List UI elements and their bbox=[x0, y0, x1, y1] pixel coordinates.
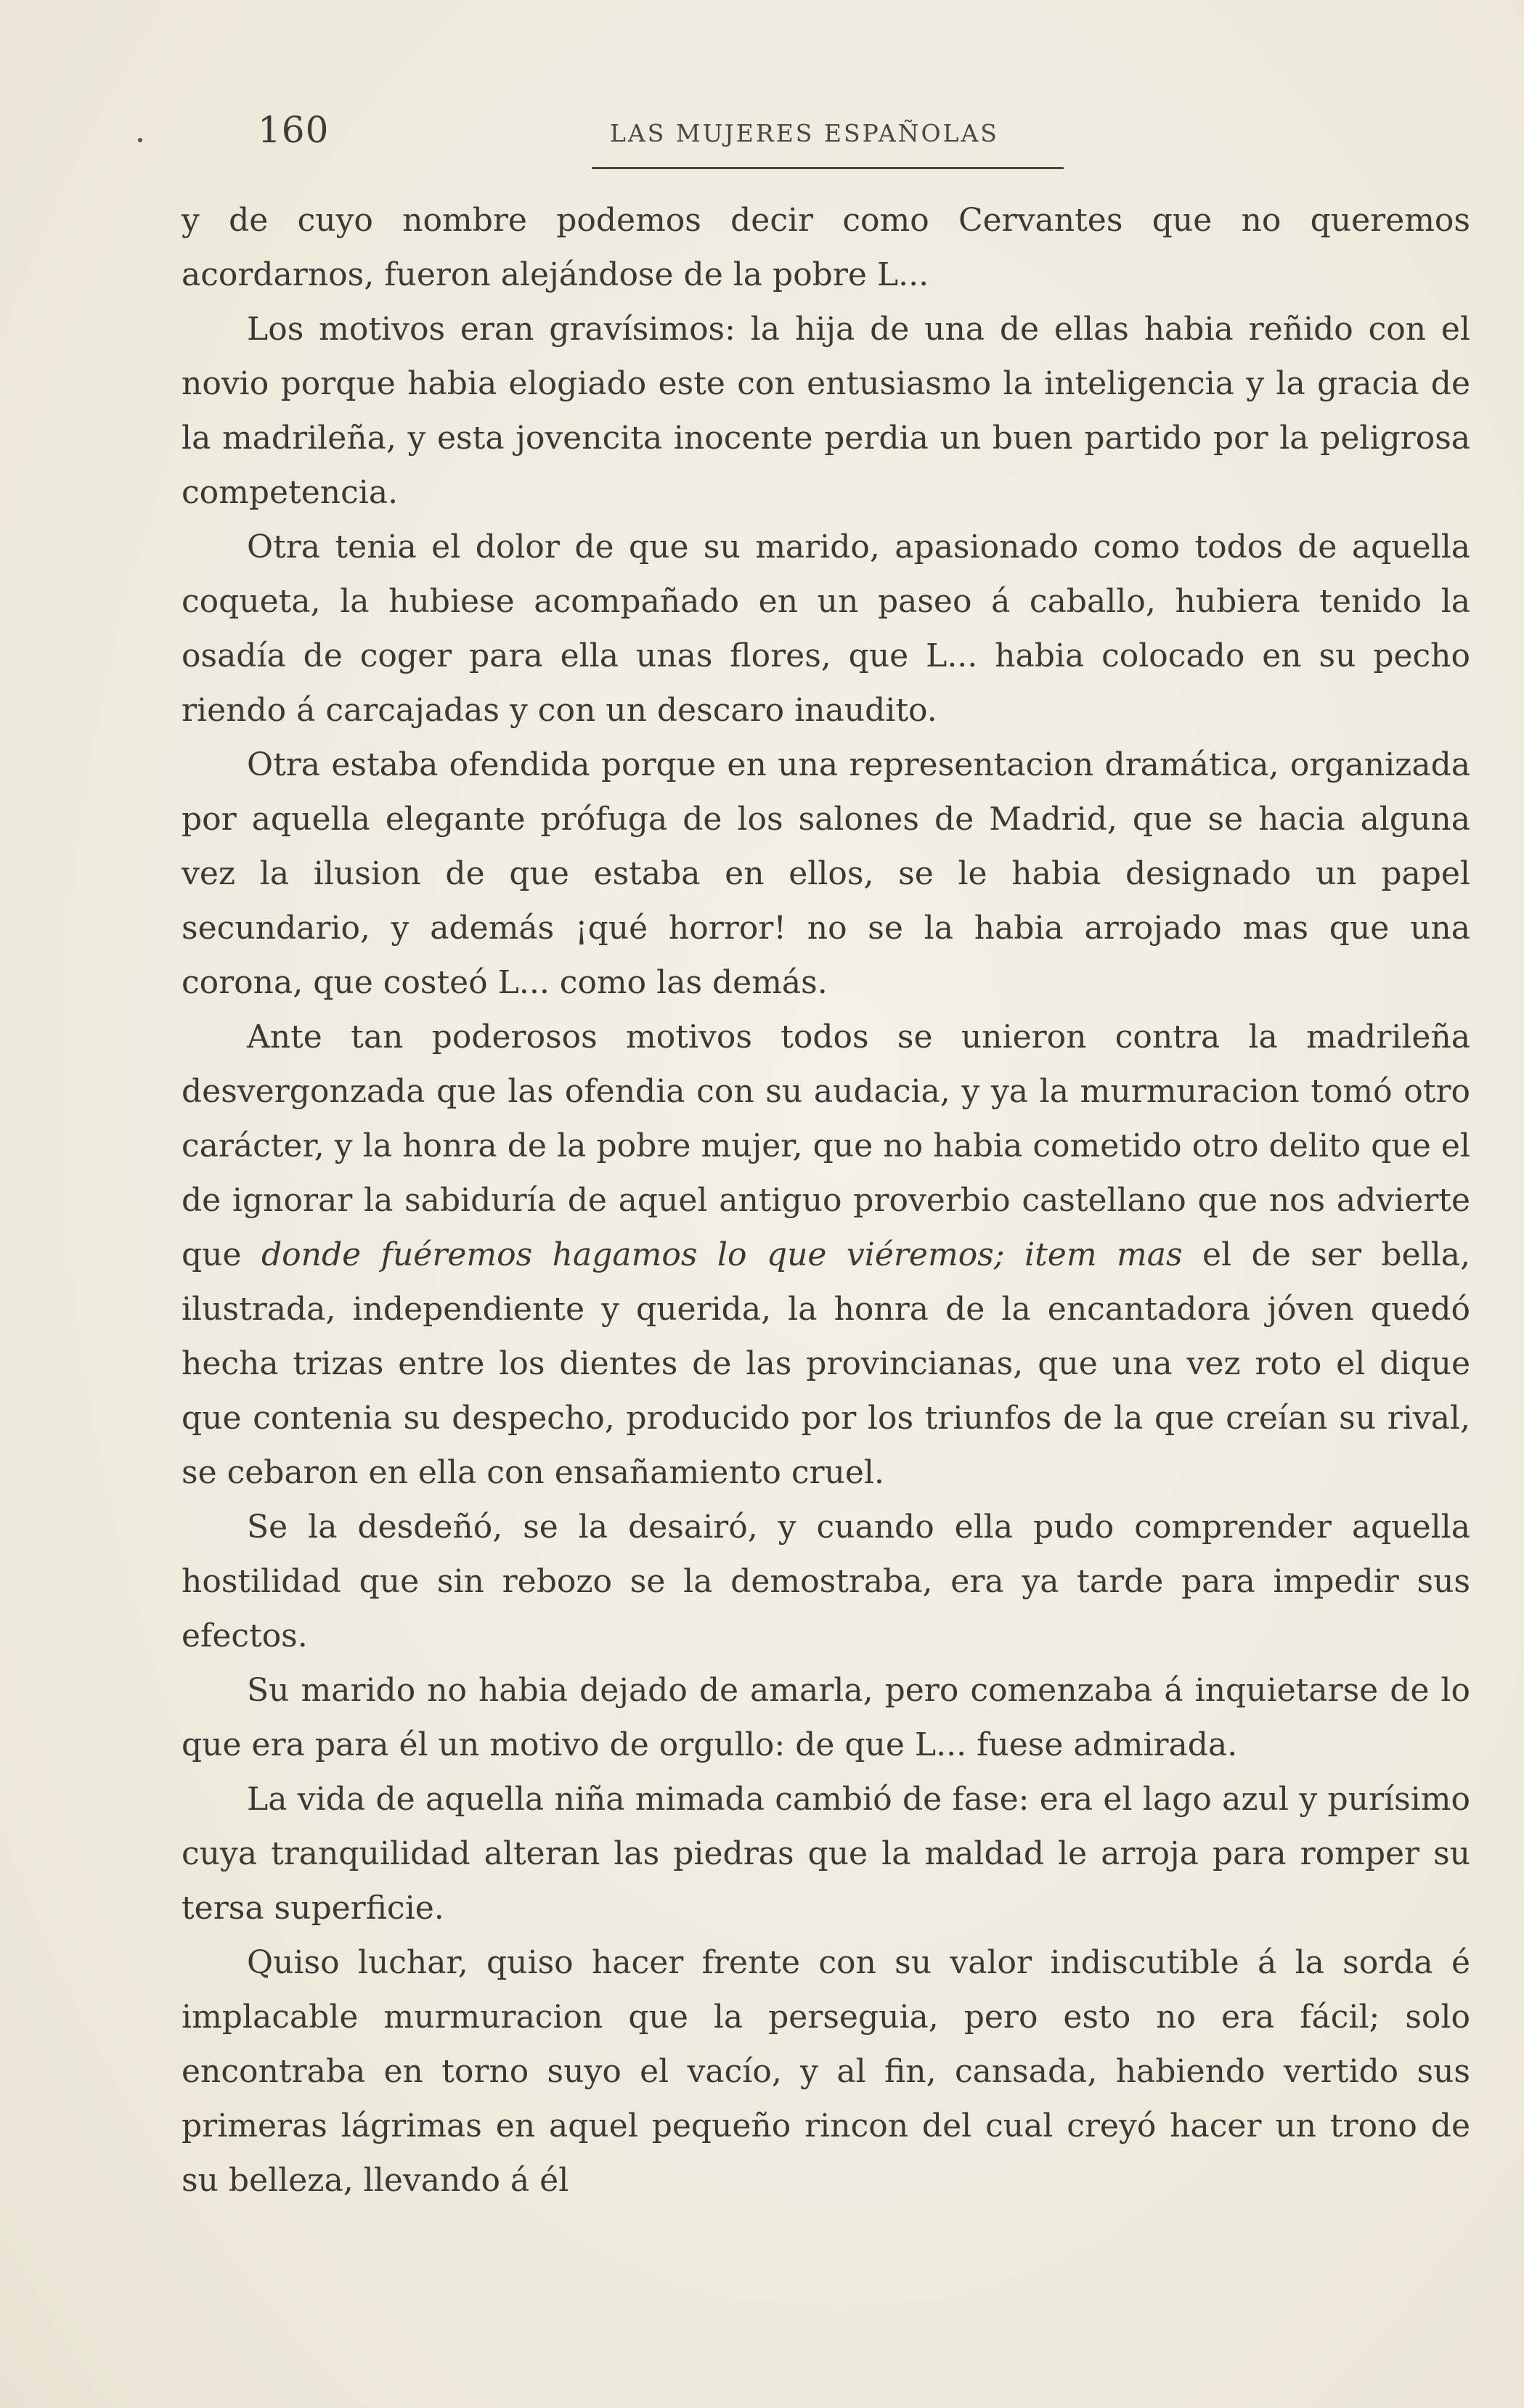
ink-speck bbox=[138, 138, 142, 142]
paragraph: La vida de aquella niña mimada cambió de fase: era el lago azul y purísimo cuya tranquilidad alteran las piedras que la maldad le arroja para romper su tersa superficie. bbox=[182, 1781, 1470, 1927]
paragraph: Su marido no habia dejado de amarla, pero comenzaba á inquietarse de lo que era para él un motivo de orgullo: de que L... fuese admirada. bbox=[182, 1672, 1470, 1763]
body-text bbox=[182, 193, 1470, 2208]
paragraph: Otra estaba ofendida porque en una representacion dramática, organizada por aquella elegante prófuga de los salones de Madrid, que se hacia alguna vez la ilusion de que estaba en ellos, se le habia designado un papel secundario, y además ¡qué horror! no se la habia arrojado mas que una corona, que costeó L... como las demás. bbox=[182, 746, 1470, 1001]
paragraph-text: Ante tan poderosos motivos todos se unieron contra la madrileña desvergonzada que las ofendia con su audacia, y ya la murmuracion tomó otro carácter, y la honra de la pobre mujer, que no habia cometido otro delito que el de ignorar la sabiduría de aquel antiguo proverbio castellano que nos advierte que bbox=[182, 1019, 1470, 1273]
paragraph: Se la desdeñó, se la desairó, y cuando ella pudo comprender aquella hostilidad que sin rebozo se la demostraba, era ya tarde para impedir sus efectos. bbox=[182, 1509, 1470, 1654]
paragraph-text: el de ser bella, ilustrada, independiente y querida, la honra de la encantadora jóven quedó hecha trizas entre los dientes de las provincianas, que una vez roto el dique que contenia su despecho, producido por los triunfos de la que creían su rival, se cebaron en ella con ensañamiento cruel. bbox=[182, 1236, 1470, 1491]
page-number: 160 bbox=[258, 109, 330, 151]
running-title: LAS MUJERES ESPAÑOLAS bbox=[610, 119, 999, 147]
paragraph: Quiso luchar, quiso hacer frente con su valor indiscutible á la sorda é implacable murmuracion que la perseguia, pero esto no era fácil; solo encontraba en torno suyo el vacío, y al fin, cansada, habiendo vertido sus primeras lágrimas en aquel pequeño rincon del cual creyó hacer un trono de su belleza, llevando á él bbox=[182, 1944, 1470, 2199]
paragraph: Otra tenia el dolor de que su marido, apasionado como todos de aquella coqueta, la hubiese acompañado en un paseo á caballo, hubiera tenido la osadía de coger para ella unas flores, que L... habia colocado en su pecho riendo á carcajadas y con un descaro inaudito. bbox=[182, 528, 1470, 729]
proverb-italic: donde fuéremos hagamos lo que viéremos; item mas bbox=[261, 1236, 1183, 1273]
paragraph-with-proverb bbox=[182, 1010, 1470, 1500]
paragraph: Los motivos eran gravísimos: la hija de una de ellas habia reñido con el novio porque habia elogiado este con entusiasmo la inteligencia y la gracia de la madrileña, y esta jovencita inocente perdia un buen partido por la peligrosa competencia. bbox=[182, 311, 1470, 511]
page-header bbox=[182, 109, 1470, 174]
paragraph-continuation: y de cuyo nombre podemos decir como Cervantes que no queremos acordarnos, fueron alejándose de la pobre L... bbox=[182, 202, 1470, 293]
header-rule bbox=[592, 167, 1064, 169]
